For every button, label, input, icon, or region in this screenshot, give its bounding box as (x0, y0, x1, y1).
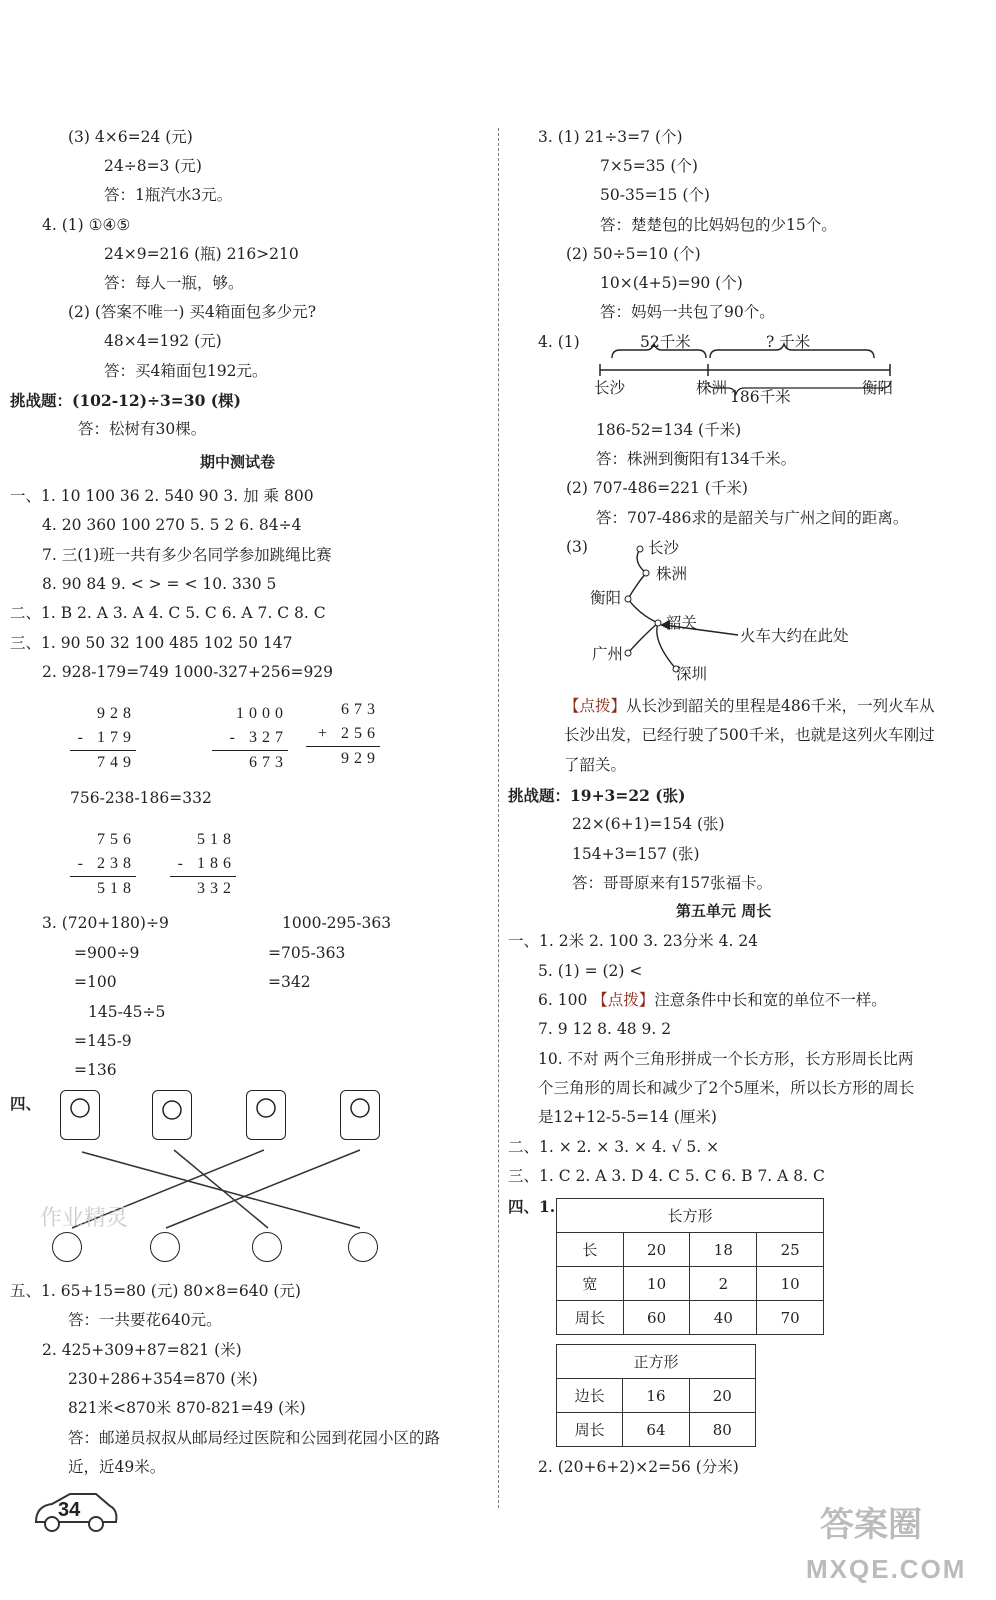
text-line: 挑战题：19+3=22 (张) (508, 786, 686, 805)
text-line: 答：707-486求的是韶关与广州之间的距离。 (596, 509, 909, 527)
text-line: 145-45÷5 (88, 1003, 166, 1021)
text-line: 个三角形的周长和减少了2个5厘米，所以长方形的周长 (538, 1079, 915, 1097)
matching-lines (0, 0, 498, 1280)
text-line: 5. (1) = (2) < (538, 962, 643, 980)
text-line: 答：哥哥原来有157张福卡。 (572, 874, 773, 892)
text-line: 24÷8=3 (元) (104, 157, 202, 175)
vertical-calc: 756 - 238 518 (70, 828, 136, 900)
text-line: =705-363 (268, 944, 346, 962)
diagram-label: 衡阳 (862, 379, 894, 397)
text-line: 821米<870米 870-821=49 (米) (68, 1399, 306, 1417)
text-line: 一、1. 10 100 36 2. 540 90 3. 加 乘 800 (10, 487, 314, 505)
watermark-url: MXQE.COM (806, 1554, 967, 1584)
text-line: 48×4=192 (元) (104, 332, 222, 350)
text-line: 三、1. 90 50 32 100 485 102 50 147 (10, 634, 293, 652)
table-title: 正方形 (557, 1345, 756, 1379)
rectangle-table (556, 1198, 824, 1335)
diagram-label: 株洲 (696, 379, 728, 397)
vertical-calc: 673 + 256 929 (306, 698, 380, 770)
text-line: =100 (74, 973, 117, 991)
text-line: (2) 707-486=221 (千米) (566, 479, 748, 497)
text-line: 三、1. C 2. A 3. D 4. C 5. C 6. B 7. A 8. C (508, 1167, 825, 1185)
text-line: 答：买4箱面包192元。 (104, 362, 268, 380)
page-number: 34 (58, 1499, 81, 1521)
text-line: =145-9 (74, 1032, 132, 1050)
section-title: 期中测试卷 (200, 453, 276, 471)
child-figure-icon (252, 1232, 282, 1262)
text-line: 四、 (10, 1094, 42, 1113)
text-line: 二、1. × 2. × 3. × 4. √ 5. × (508, 1138, 720, 1156)
child-figure-icon (52, 1232, 82, 1262)
text-line: 3. (1) 21÷3=7 (个) (538, 128, 683, 146)
text-line: 近，近49米。 (68, 1458, 166, 1476)
text-line: 是12+12-5-5=14 (厘米) (538, 1108, 717, 1126)
table-row: 周长 60 40 70 (557, 1301, 824, 1335)
answer-text: 6. 100 (538, 991, 593, 1009)
child-figure-icon (348, 1232, 378, 1262)
text-line: 2. 928-179=749 1000-327+256=929 (42, 663, 334, 681)
text-line: 154+3=157 (张) (572, 845, 700, 863)
table-title: 长方形 (557, 1199, 824, 1233)
map-label: 广州 (592, 645, 624, 663)
vertical-calc: 518 - 186 332 (170, 828, 236, 900)
text-line: 22×(6+1)=154 (张) (572, 815, 725, 833)
square-table (556, 1344, 756, 1447)
text-line: 了韶关。 (564, 756, 627, 774)
column-divider (498, 128, 499, 1508)
text-line: 答：1瓶汽水3元。 (104, 186, 233, 204)
text-line: 7. 9 12 8. 48 9. 2 (538, 1020, 672, 1038)
text-line: 答：妈妈一共包了90个。 (600, 303, 775, 321)
diagram-label: 52千米 (640, 333, 691, 351)
tip-label: 【点拨】 (564, 697, 627, 715)
text-line: 答：每人一瓶，够。 (104, 274, 244, 292)
text-line: (2) 50÷5=10 (个) (566, 245, 701, 263)
vertical-calc: 928 - 179 749 (70, 702, 136, 774)
map-label: 株洲 (656, 565, 688, 583)
unit-title: 第五单元 周长 (676, 902, 772, 920)
text-line: 4. 20 360 100 270 5. 5 2 6. 84÷4 (42, 516, 302, 534)
text-line: (3) (566, 538, 588, 556)
text-line: 答：一共要花640元。 (68, 1311, 222, 1329)
text-line: 五、1. 65+15=80 (元) 80×8=640 (元) (10, 1282, 301, 1300)
text-line: 答：松树有30棵。 (78, 420, 207, 438)
child-figure-icon (150, 1232, 180, 1262)
watermark-logo: 答案圈 (820, 1506, 922, 1544)
text-line: 230+286+354=870 (米) (68, 1370, 258, 1388)
map-label: 火车大约在此处 (740, 627, 849, 645)
text-line: 答：楚楚包的比妈妈包的少15个。 (600, 216, 837, 234)
watermark: 作业精灵 (40, 1206, 129, 1231)
text-line: 756-238-186=332 (70, 789, 212, 807)
railway-map (580, 535, 900, 685)
map-label: 深圳 (676, 665, 708, 683)
text-line: 3. (720+180)÷9 (42, 914, 169, 932)
text-line: =900÷9 (74, 944, 140, 962)
text-line: 10. 不对 两个三角形拼成一个长方形，长方形周长比两 (538, 1050, 914, 1068)
diagram-label: 186千米 (730, 388, 791, 406)
text-line: 四、1. (508, 1197, 556, 1216)
tip-label: 【点拨】 (592, 991, 655, 1009)
text-line: 答：邮递员叔叔从邮局经过医院和公园到花园小区的路 (68, 1429, 441, 1447)
table-row: 宽 10 2 10 (557, 1267, 824, 1301)
table-row: 周长 64 80 (557, 1413, 756, 1447)
text-line: 10×(4+5)=90 (个) (600, 274, 743, 292)
map-label: 长沙 (648, 539, 680, 557)
text-line: 24×9=216 (瓶) 216>210 (104, 245, 299, 263)
text-line: 8. 90 84 9. < > = < 10. 330 5 (42, 575, 277, 593)
text-line: 挑战题：(102-12)÷3=30 (棵) (10, 391, 241, 410)
text-line: 2. 425+309+87=821 (米) (42, 1341, 242, 1359)
text-line: =136 (74, 1061, 117, 1079)
tip-text: 从长沙到韶关的里程是486千米，一列火车从 (626, 697, 935, 715)
text-line: (3) 4×6=24 (元) (68, 128, 193, 146)
map-label: 衡阳 (590, 589, 622, 607)
tip-line (564, 699, 935, 715)
text-line: 长沙出发，已经行驶了500千米，也就是这列火车刚过 (564, 726, 935, 744)
table-row: 长 20 18 25 (557, 1233, 824, 1267)
map-label: 韶关 (666, 614, 698, 632)
text-line: 答：株洲到衡阳有134千米。 (596, 450, 797, 468)
text-line: 二、1. B 2. A 3. A 4. C 5. C 6. A 7. C 8. C (10, 604, 326, 622)
text-line: =342 (268, 973, 311, 991)
text-line: 7. 三(1)班一共有多少名同学参加跳绳比赛 (42, 546, 332, 564)
text-line: 7×5=35 (个) (600, 157, 698, 175)
vertical-calc: 1000 - 327 673 (212, 702, 288, 774)
diagram-label: 长沙 (594, 379, 626, 397)
text-line: (2) (答案不唯一) 买4箱面包多少元? (68, 303, 317, 321)
text-line: 4. (1) ①④⑤ (42, 216, 131, 234)
table-row: 边长 16 20 (557, 1379, 756, 1413)
text-line: 2. (20+6+2)×2=56 (分米) (538, 1458, 739, 1476)
diagram-label: ? 千米 (766, 333, 811, 351)
text-line: 1000-295-363 (282, 914, 392, 932)
text-line: 50-35=15 (个) (600, 186, 710, 204)
text-line: 一、1. 2米 2. 100 3. 23分米 4. 24 (508, 932, 759, 950)
text-line: 186-52=134 (千米) (596, 421, 742, 439)
text-line: 4. (1) (538, 333, 580, 351)
tip-text: 注意条件中长和宽的单位不一样。 (654, 991, 887, 1009)
tip-line (538, 993, 887, 1009)
